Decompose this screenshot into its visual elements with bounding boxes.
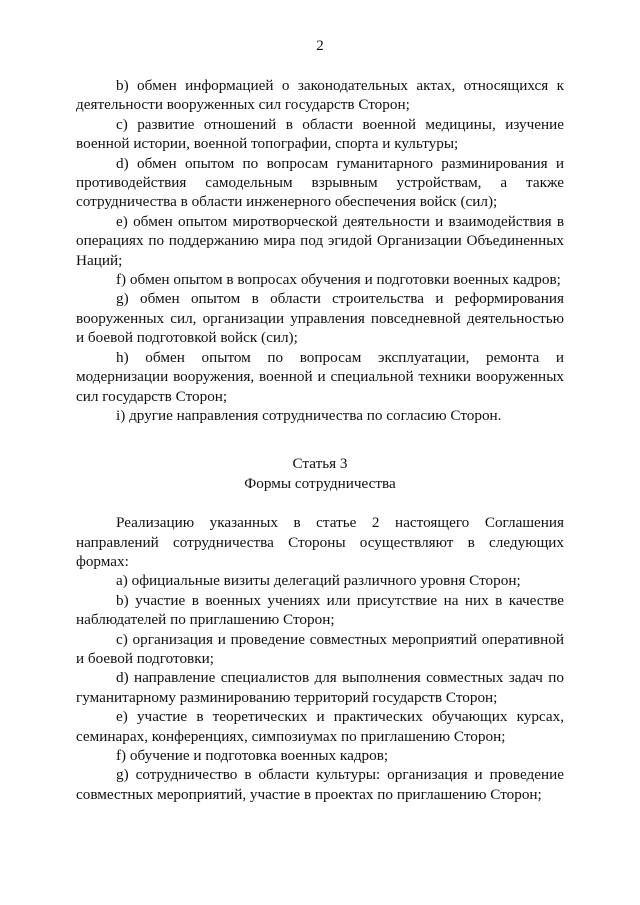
list-item-d: d) обмен опытом по вопросам гуманитарного разминирования и противодействия самодельным взрывным устройствам, а также сотрудничества в области инженерного обеспечения войск (сил);: [76, 154, 564, 211]
form-item-g: g) сотрудничество в области культуры: организация и проведение совместных мероприятий, участие в проектах по приглашению Сторон;: [76, 766, 564, 803]
list-item-f: f) обмен опытом в вопросах обучения и подготовки военных кадров;: [116, 271, 561, 289]
form-item-a: a) официальные визиты делегаций различного уровня Сторон;: [116, 572, 521, 590]
list-item-i: i) другие направления сотрудничества по согласию Сторон.: [116, 406, 502, 424]
article-heading: [76, 454, 564, 493]
list-item-c: c) развитие отношений в области военной медицины, изучение военной истории, военной топографии, спорта и культуры;: [76, 115, 564, 153]
form-item-b: b) участие в военных учениях или присутствие на них в качестве наблюдателей по приглашению Сторон;: [76, 591, 564, 629]
article-intro: Реализацию указанных в статье 2 настоящего Соглашения направлений сотрудничества Стороны осуществляют в следующих формах:: [76, 514, 564, 570]
spacer: [76, 493, 564, 513]
form-item-e: e) участие в теоретических и практических обучающих курсах, семинарах, конференциях, симпозиумах по приглашению Сторон;: [76, 708, 564, 745]
article-title: Формы сотрудничества: [244, 474, 396, 492]
list-item-h: h) обмен опытом по вопросам эксплуатации, ремонта и модернизации вооружения, военной и специальной техники вооруженных сил государств Сторон;: [76, 348, 564, 405]
page-number: 2: [316, 38, 324, 54]
form-item-d: d) направление специалистов для выполнения совместных задач по гуманитарному разминированию территорий государств Сторон;: [76, 669, 564, 706]
list-item-g: g) обмен опытом в области строительства и реформирования вооруженных сил, организации управления повседневной деятельностью и боевой подготовкой войск (сил);: [76, 290, 564, 347]
article-number: Статья 3: [292, 455, 348, 473]
list-item-b: b) обмен информацией о законодательных актах, относящихся к деятельности вооруженных сил государств Сторон;: [76, 77, 564, 114]
form-item-f: f) обучение и подготовка военных кадров;: [116, 747, 389, 764]
form-item-c: c) организация и проведение совместных мероприятий оперативной и боевой подготовки;: [76, 630, 564, 667]
document-body: [76, 76, 564, 804]
list-item-e: e) обмен опытом миротворческой деятельности и взаимодействия в операциях по поддержанию мира под эгидой Организации Объединенных Наций;: [76, 212, 564, 269]
